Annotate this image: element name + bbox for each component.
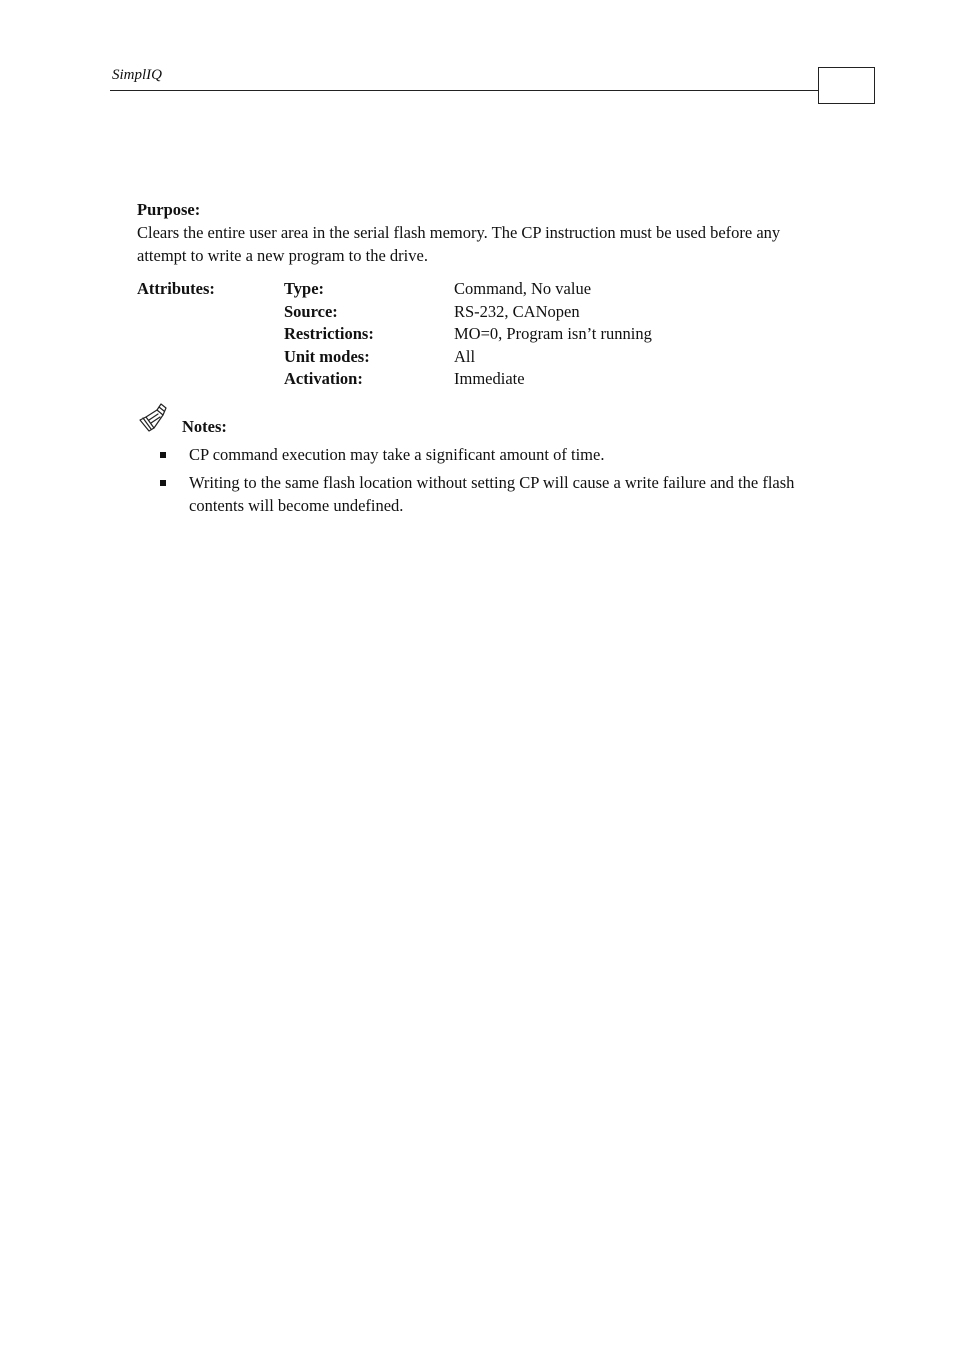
notes-list [137, 444, 827, 518]
attribute-label: Unit modes: [284, 346, 370, 366]
attribute-row [137, 301, 652, 324]
attribute-label: Restrictions: [284, 324, 374, 343]
notes-header [137, 410, 827, 438]
attribute-value: Immediate [454, 369, 525, 388]
attribute-row [137, 323, 652, 346]
attribute-row [137, 368, 652, 391]
page-number-box [818, 67, 875, 104]
attribute-value: All [454, 346, 476, 366]
attribute-row [137, 346, 652, 369]
attribute-label: Activation: [284, 369, 363, 388]
purpose-heading: Purpose: [137, 200, 201, 219]
purpose-text: Clears the entire user area in the serial flash memory. The CP instruction must be used before any attempt to write a new program to the drive. [137, 223, 781, 265]
attributes-table [137, 278, 652, 391]
notes-heading: Notes: [182, 416, 227, 436]
main-content [137, 198, 827, 523]
notes-hand-icon [137, 402, 171, 436]
attribute-value: Command, No value [454, 279, 592, 298]
attribute-row [137, 278, 652, 301]
bullet-icon [160, 452, 166, 458]
list-item [137, 444, 827, 467]
note-text: Writing to the same flash location without setting CP will cause a write failure and the flash contents will become undefined. [189, 473, 795, 515]
attribute-label: Type: [284, 279, 325, 298]
note-text: CP command execution may take a significant amount of time. [189, 444, 605, 464]
attribute-value: RS-232, CANopen [454, 301, 580, 321]
attributes-heading: Attributes: [137, 279, 215, 298]
header-rule [110, 90, 819, 91]
attribute-label: Source: [284, 301, 338, 321]
attribute-value: MO=0, Program isn’t running [454, 324, 652, 343]
bullet-icon [160, 480, 166, 486]
list-item [137, 472, 827, 517]
header-title: SimplIQ [112, 67, 162, 83]
